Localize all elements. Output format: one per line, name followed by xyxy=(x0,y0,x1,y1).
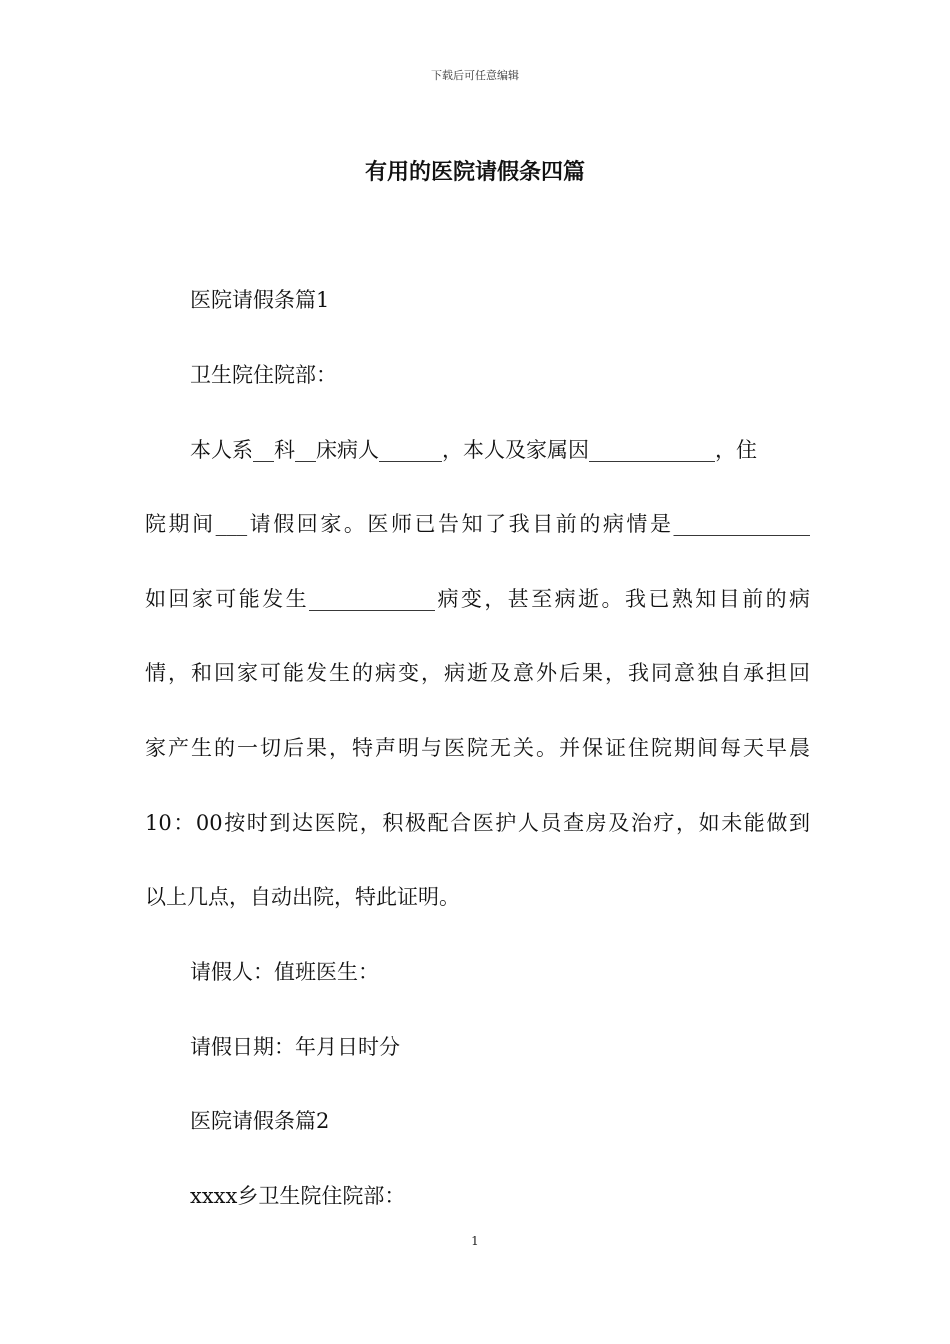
body-line-7: 以上几点，自动出院，特此证明。 xyxy=(145,885,460,909)
body-line-1: 本人系__科__床病人______，本人及家属因____________，住 xyxy=(190,438,757,462)
header-note: 下载后可任意编辑 xyxy=(431,69,519,82)
section-heading-1: 医院请假条篇1 xyxy=(190,288,330,312)
body-line-4: 情，和回家可能发生的病变，病逝及意外后果，我同意独自承担回 xyxy=(145,661,810,685)
body-line-6: 10：00按时到达医院，积极配合医护人员查房及治疗，如未能做到 xyxy=(145,811,810,835)
date-line: 请假日期：年月日时分 xyxy=(190,1035,400,1059)
body-line-5: 家产生的一切后果，特声明与医院无关。并保证住院期间每天早晨 xyxy=(145,736,810,760)
section-heading-2: 医院请假条篇2 xyxy=(190,1109,330,1133)
body-line-3: 如回家可能发生____________病变，甚至病逝。我已熟知目前的病 xyxy=(145,587,810,611)
salutation-2: xxxx乡卫生院住院部： xyxy=(190,1184,406,1208)
body-line-2: 院期间___请假回家。医师已告知了我目前的病情是_____________ xyxy=(145,512,810,536)
page-number: 1 xyxy=(471,1234,479,1248)
signature-line: 请假人：值班医生： xyxy=(190,960,379,984)
document-title: 有用的医院请假条四篇 xyxy=(364,159,585,185)
salutation: 卫生院住院部： xyxy=(190,363,337,387)
